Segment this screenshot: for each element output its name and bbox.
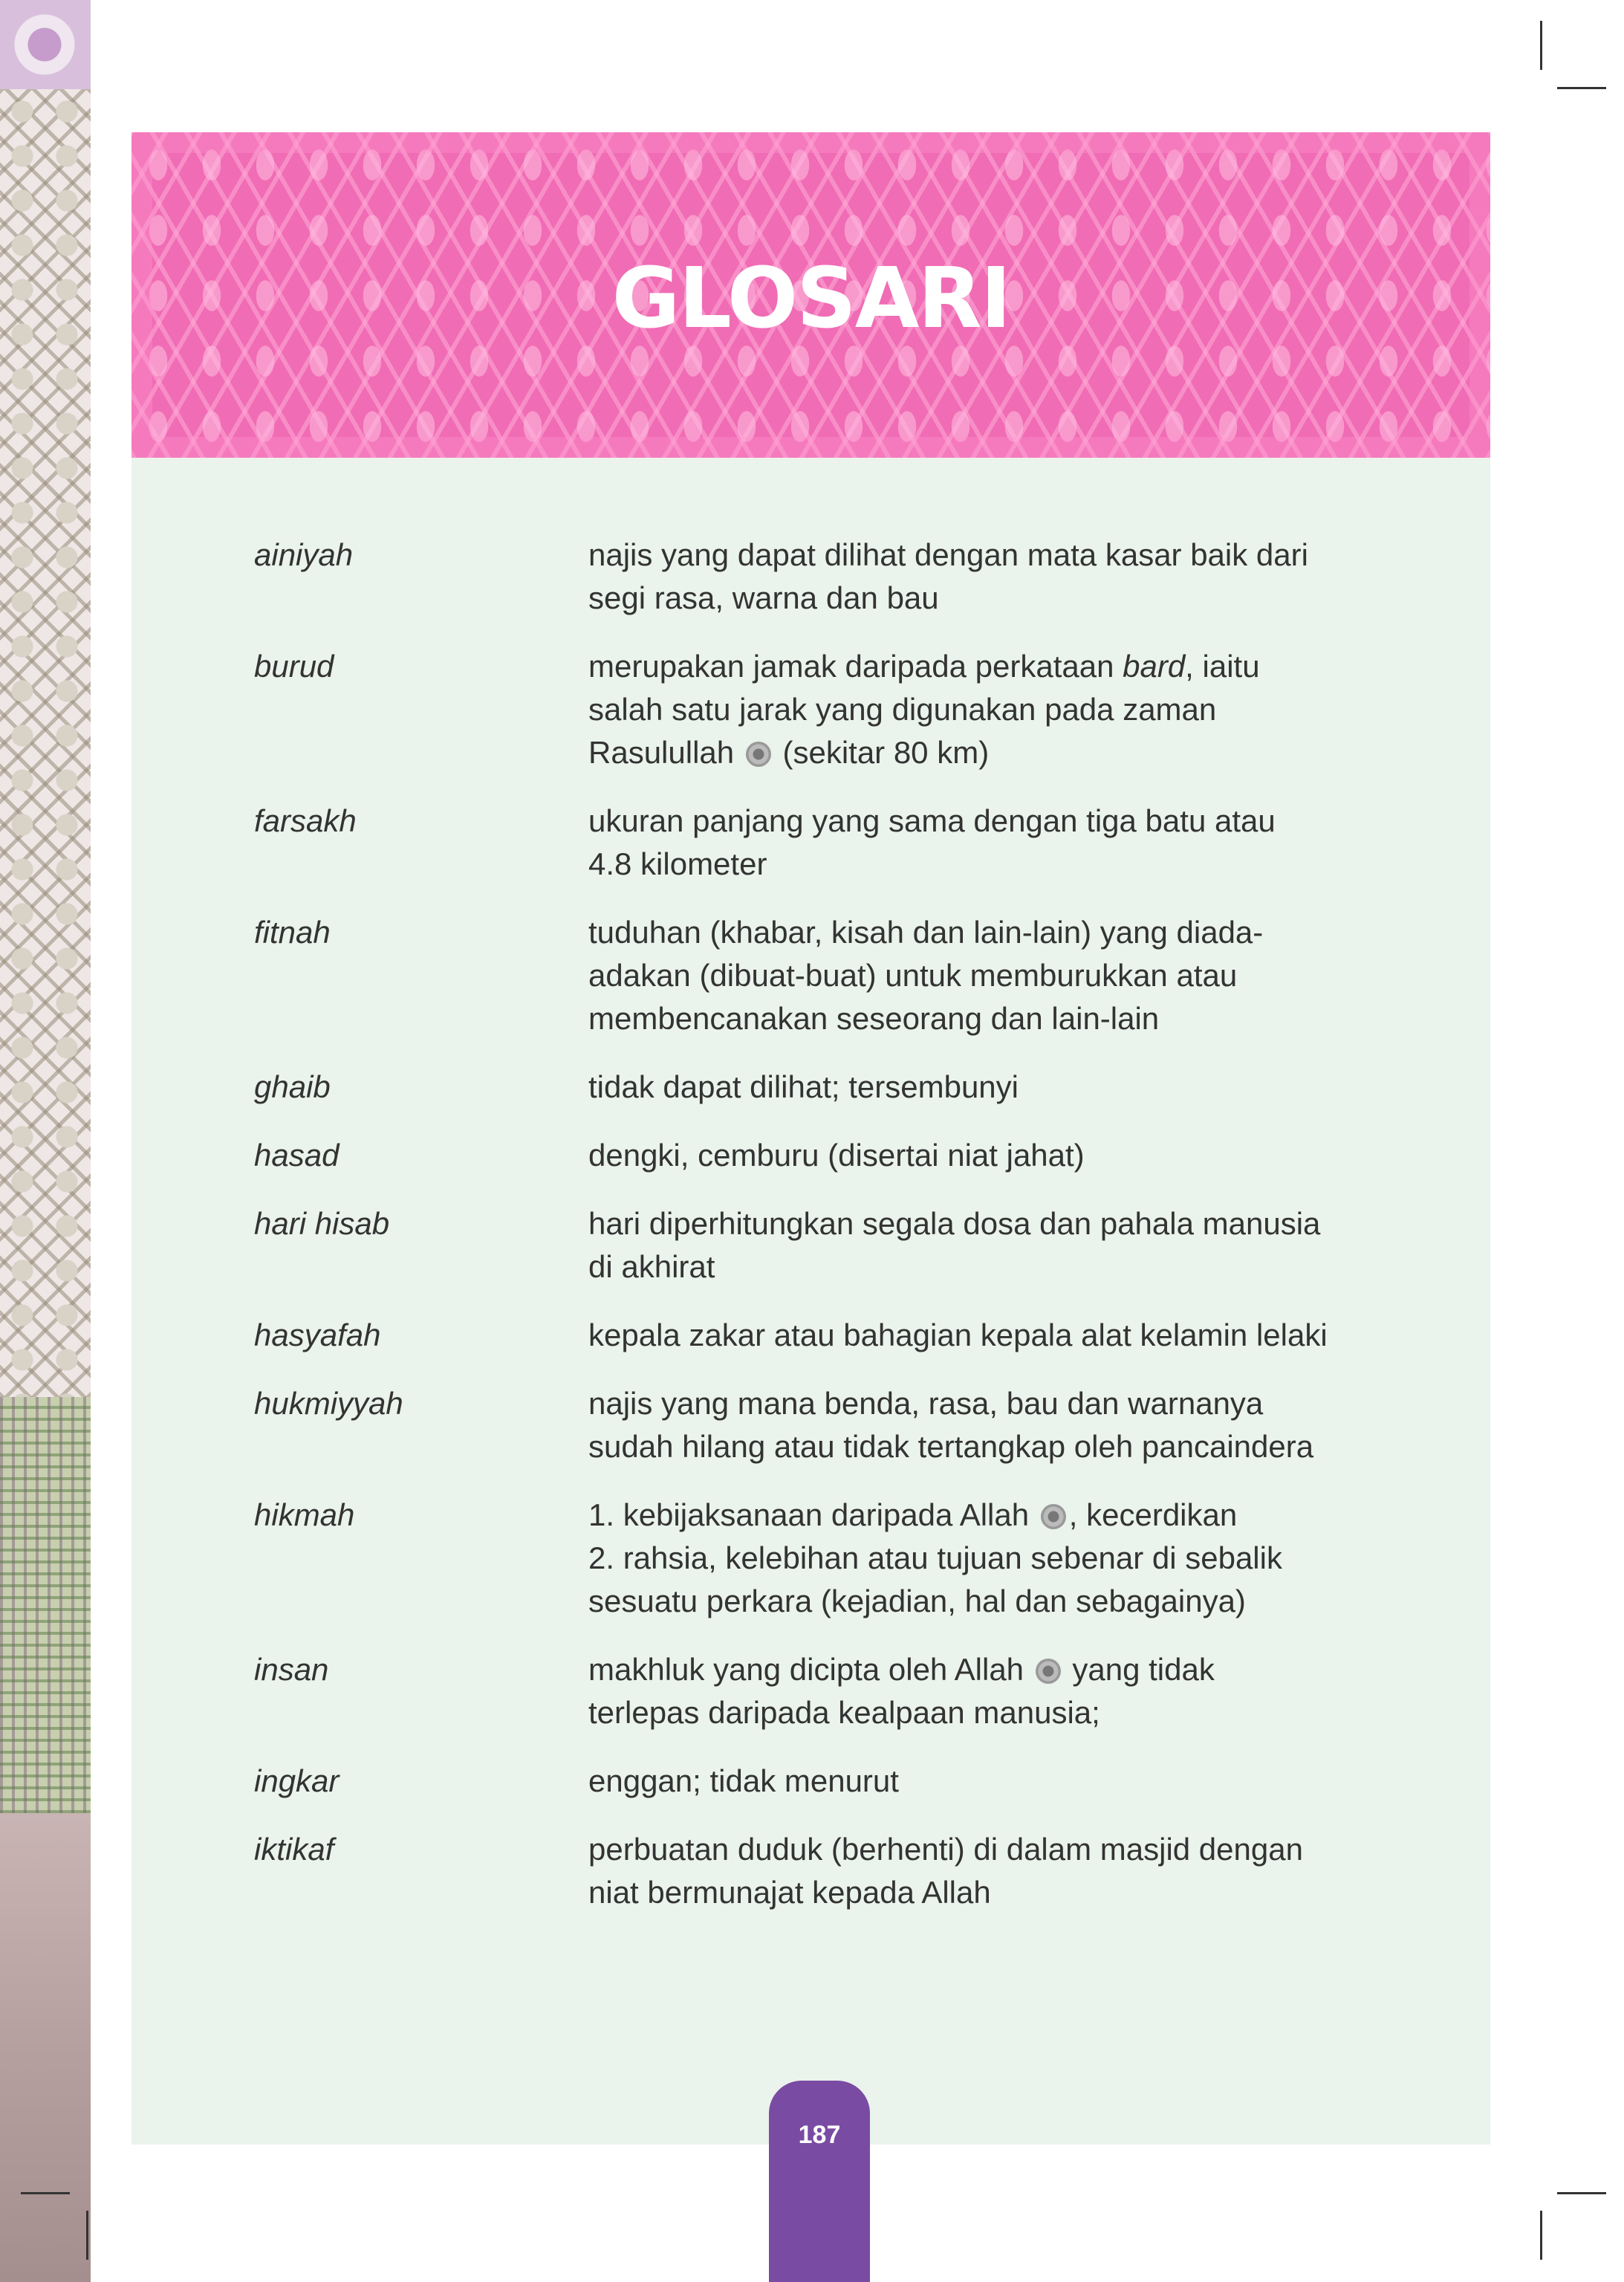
definition-italic-word: bard — [1123, 649, 1186, 684]
glossary-definition — [588, 1314, 1413, 1357]
glossary-entry — [254, 1828, 1413, 1914]
crop-mark — [1557, 87, 1606, 89]
page-number: 187 — [798, 2121, 841, 2149]
glossary-definition — [588, 1066, 1413, 1109]
page-title: GLOSARI — [611, 250, 1010, 347]
glossary-definition — [588, 1134, 1413, 1177]
glossary-entry — [254, 1494, 1413, 1623]
definition-line: 4.8 kilometer — [588, 846, 767, 881]
definition-line: kepala zakar atau bahagian kepala alat kelamin lelaki — [588, 1317, 1328, 1352]
glossary-term: ingkar — [254, 1763, 340, 1798]
definition-line: perbuatan duduk (berhenti) di dalam masjid dengan — [588, 1832, 1303, 1867]
glossary-card — [131, 132, 1490, 2145]
definition-line: najis yang dapat dilihat dengan mata kasar baik dari — [588, 537, 1308, 572]
glossary-term: insan — [254, 1652, 329, 1687]
ornament-pattern-top — [0, 0, 91, 1397]
glossary-term: hasyafah — [254, 1317, 381, 1352]
crop-mark — [21, 2192, 70, 2194]
crop-mark — [1557, 2192, 1606, 2194]
glossary-term: burud — [254, 649, 334, 684]
definition-text: yang tidak — [1072, 1652, 1215, 1687]
definition-line — [588, 731, 1413, 774]
definition-line: niat bermunajat kepada Allah — [588, 1875, 991, 1910]
decorative-side-strip — [0, 0, 91, 2282]
definition-line: segi rasa, warna dan bau — [588, 580, 939, 615]
glossary-term: hasad — [254, 1138, 340, 1173]
exalted-glyph-icon — [1036, 1659, 1061, 1684]
definition-line: membencanakan seseorang dan lain-lain — [588, 1001, 1160, 1036]
crop-mark — [1540, 21, 1542, 70]
glossary-definition — [588, 1760, 1413, 1803]
definition-line: hari diperhitungkan segala dosa dan pahala manusia — [588, 1206, 1321, 1241]
definition-text: Rasulullah — [588, 735, 735, 770]
definition-line — [588, 1648, 1413, 1691]
glossary-entry — [254, 1760, 1413, 1803]
definition-line: terlepas daripada kealpaan manusia; — [588, 1695, 1100, 1730]
ornament-pattern-middle — [0, 1397, 91, 1813]
definition-line: adakan (dibuat-buat) untuk memburukkan atau — [588, 958, 1238, 993]
crop-mark — [86, 2211, 88, 2260]
glossary-definition — [588, 800, 1413, 886]
glossary-term: iktikaf — [254, 1832, 334, 1867]
glossary-entry — [254, 800, 1413, 886]
title-banner — [131, 132, 1490, 458]
definition-line: sudah hilang atau tidak tertangkap oleh pancaindera — [588, 1429, 1314, 1464]
salawat-glyph-icon — [746, 742, 771, 767]
definition-text: , iaitu — [1185, 649, 1260, 684]
glossary-term: farsakh — [254, 803, 357, 838]
crop-mark — [1540, 2211, 1542, 2260]
definition-line: sesuatu perkara (kejadian, hal dan sebagainya) — [588, 1584, 1246, 1618]
glossary-definition — [588, 645, 1413, 774]
glossary-entry — [254, 645, 1413, 774]
definition-text: (sekitar 80 km) — [782, 735, 990, 770]
definition-text: , kecerdikan — [1068, 1497, 1238, 1532]
glossary-term: hari hisab — [254, 1206, 390, 1241]
glossary-term: ghaib — [254, 1069, 331, 1104]
glossary-term: hukmiyyah — [254, 1386, 403, 1421]
glossary-definition — [588, 1828, 1413, 1914]
page-number-tab — [769, 2081, 870, 2282]
glossary-entry — [254, 1066, 1413, 1109]
definition-line: dengki, cemburu (disertai niat jahat) — [588, 1138, 1085, 1173]
glossary-definition — [588, 1382, 1413, 1468]
glossary-entry — [254, 1314, 1413, 1357]
definition-line: najis yang mana benda, rasa, bau dan warnanya — [588, 1386, 1264, 1421]
glossary-entry — [254, 1202, 1413, 1289]
definition-line — [588, 645, 1413, 688]
definition-line: enggan; tidak menurut — [588, 1763, 899, 1798]
exalted-glyph-icon — [1041, 1504, 1066, 1529]
glossary-definition — [588, 534, 1413, 620]
definition-line: di akhirat — [588, 1249, 715, 1284]
glossary-entry — [254, 534, 1413, 620]
glossary-term: ainiyah — [254, 537, 354, 572]
definition-text: merupakan jamak daripada perkataan — [588, 649, 1123, 684]
definition-text: 1. kebijaksanaan daripada Allah — [588, 1497, 1030, 1532]
ornament-pattern-bottom — [0, 1813, 91, 2282]
glossary-entry — [254, 1134, 1413, 1177]
glossary-entry — [254, 911, 1413, 1040]
glossary-list — [254, 534, 1413, 1939]
glossary-definition — [588, 911, 1413, 1040]
definition-line: 2. rahsia, kelebihan atau tujuan sebenar di sebalik — [588, 1540, 1282, 1575]
glossary-entry — [254, 1382, 1413, 1468]
definition-text: makhluk yang dicipta oleh Allah — [588, 1652, 1024, 1687]
glossary-definition — [588, 1648, 1413, 1734]
glossary-term: fitnah — [254, 915, 331, 950]
definition-line: tidak dapat dilihat; tersembunyi — [588, 1069, 1019, 1104]
glossary-definition — [588, 1494, 1413, 1623]
definition-line: ukuran panjang yang sama dengan tiga batu atau — [588, 803, 1276, 838]
glossary-definition — [588, 1202, 1413, 1289]
glossary-term: hikmah — [254, 1497, 355, 1532]
definition-line — [588, 1494, 1413, 1537]
definition-line: salah satu jarak yang digunakan pada zaman — [588, 692, 1217, 727]
glossary-entry — [254, 1648, 1413, 1734]
definition-line: tuduhan (khabar, kisah dan lain-lain) yang diada- — [588, 915, 1264, 950]
